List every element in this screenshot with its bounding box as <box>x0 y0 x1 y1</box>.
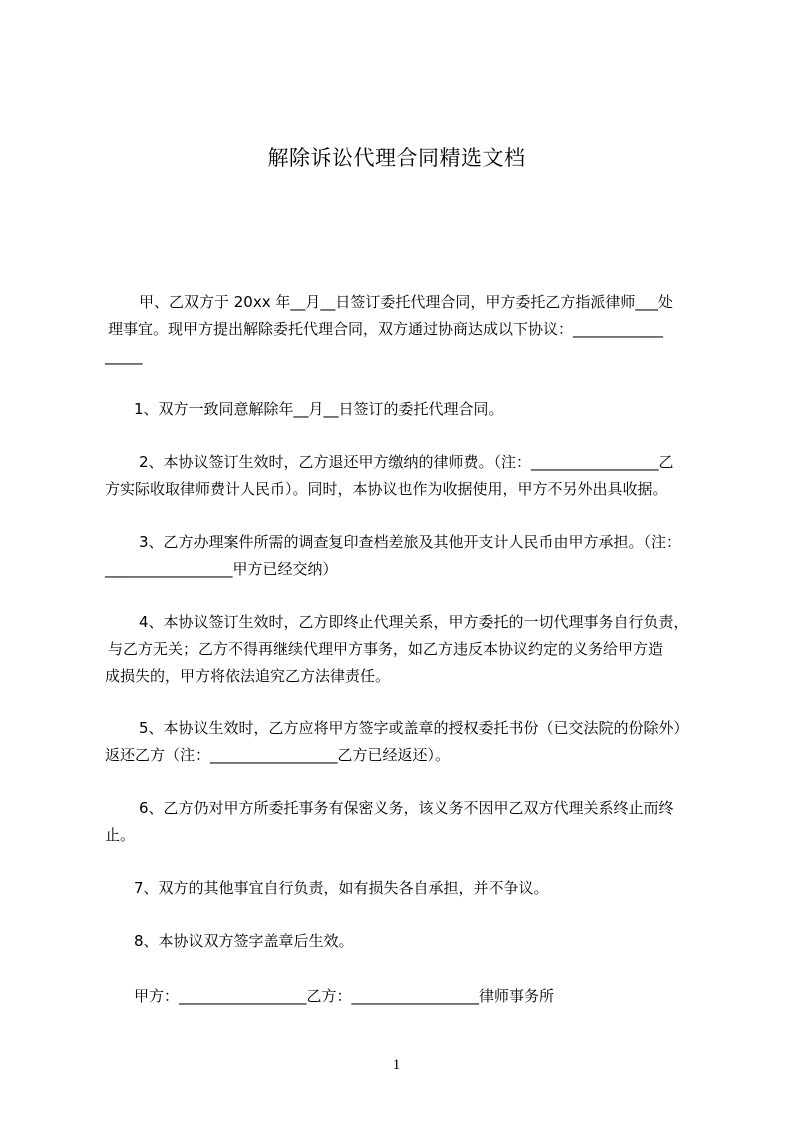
paragraph-line: 8、本协议双方签字盖章后生效。 <box>134 932 354 950</box>
paragraph-line: 方实际收取律师费计人民币）。同时，本协议也作为收据使用，甲方不另外出具收据。 <box>105 480 668 498</box>
paragraph-line: 理事宜。现甲方提出解除委托代理合同，双方通过协商达成以下协议：____________ <box>108 320 664 338</box>
paragraph-line: 6、乙方仍对甲方所委托事务有保密义务，该义务不因甲乙双方代理关系终止而终 <box>139 799 674 817</box>
page-number: 1 <box>392 1057 401 1073</box>
paragraph-line: 2、本协议签订生效时，乙方退还甲方缴纳的律师费。（注：_________________乙 <box>139 453 674 471</box>
document-title: 解除诉讼代理合同精选文档 <box>267 146 526 170</box>
paragraph-line: 甲、乙双方于 20xx 年__月__日签订委托代理合同，甲方委托乙方指派律师___处 <box>139 293 673 311</box>
paragraph-line: 5、本协议生效时，乙方应将甲方签字或盖章的授权委托书份（已交法院的份除外） <box>139 719 689 737</box>
paragraph-line: _________________甲方已经交纳） <box>105 560 338 578</box>
paragraph-line: 成损失的，甲方将依法追究乙方法律责任。 <box>105 667 391 685</box>
paragraph-line: 1、双方一致同意解除年__月__日签订的委托代理合同。 <box>134 400 504 418</box>
paragraph-line: 7、双方的其他事宜自行负责，如有损失各自承担，并不争议。 <box>134 879 549 897</box>
paragraph-line: 3、乙方办理案件所需的调查复印查档差旅及其他开支计人民币由甲方承担。（注： <box>139 533 682 551</box>
paragraph-line: 与乙方无关；乙方不得再继续代理甲方事务，如乙方违反本协议约定的义务给甲方造 <box>108 640 664 658</box>
signature-line: 甲方：_________________乙方：_________________律师事务所 <box>134 987 555 1005</box>
paragraph-line: 止。 <box>105 826 136 844</box>
paragraph-line: 4、本协议签订生效时，乙方即终止代理关系，甲方委托的一切代理事务自行负责， <box>139 613 689 631</box>
paragraph-line: 返还乙方（注：_________________乙方已经返还）。 <box>105 746 451 764</box>
paragraph-line: _____ <box>105 347 143 365</box>
